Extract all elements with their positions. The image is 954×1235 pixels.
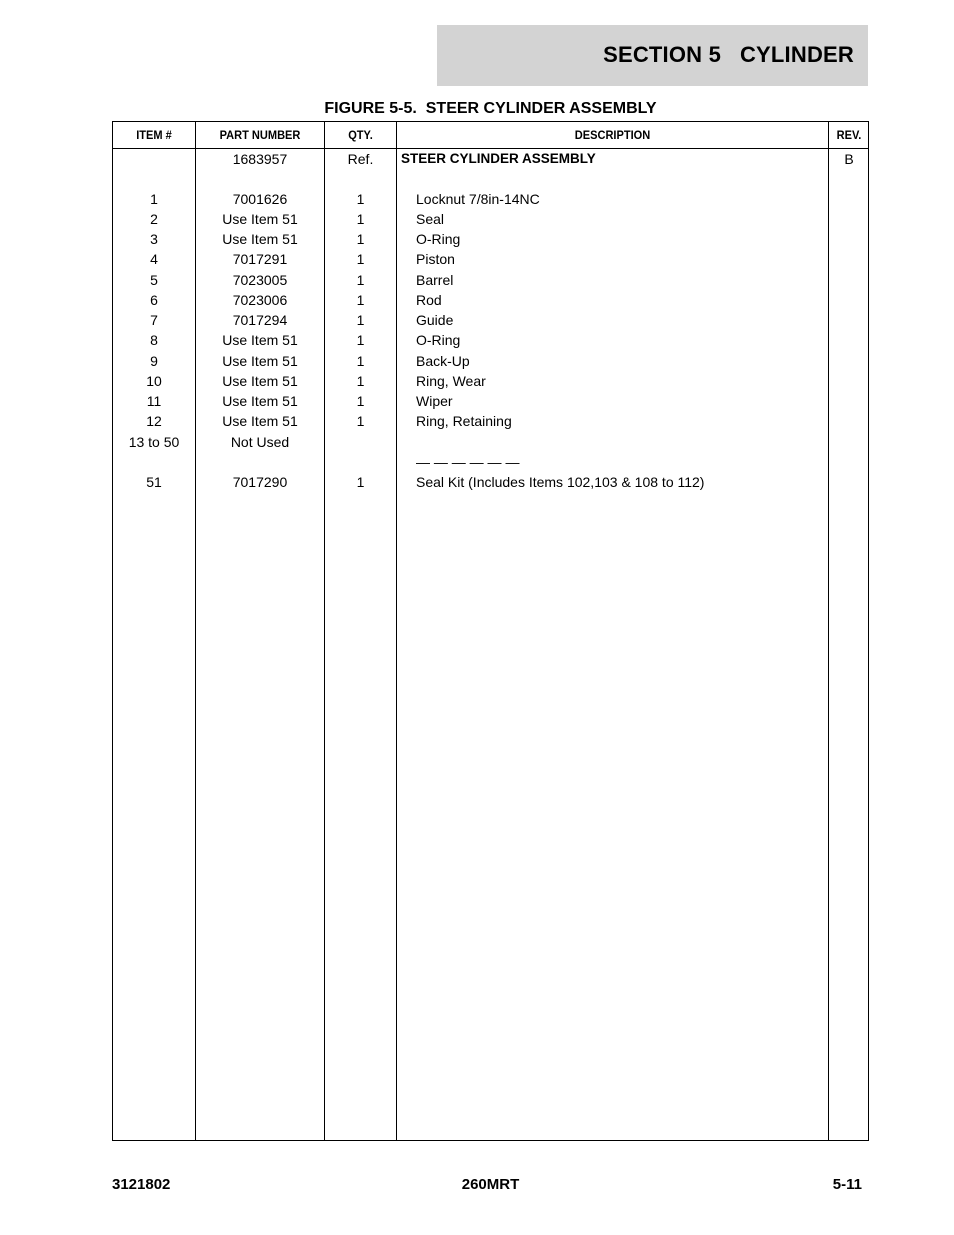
part-number-cell: 7017291 <box>232 251 288 267</box>
table-row <box>113 330 868 350</box>
part-number-cell: 1683957 <box>232 151 288 167</box>
table-row <box>113 391 868 411</box>
part-number-cell: Not Used <box>230 434 290 450</box>
header-rev: REV. <box>836 128 862 142</box>
qty-cell: 1 <box>356 292 365 308</box>
item-cell: 11 <box>146 393 162 409</box>
qty-cell: 1 <box>356 413 365 429</box>
part-number-cell: 7017294 <box>232 312 288 328</box>
qty-cell: 1 <box>356 393 365 409</box>
table-row <box>113 189 868 209</box>
item-cell: 5 <box>150 272 158 288</box>
item-cell: 2 <box>150 211 158 227</box>
qty-cell: 1 <box>356 272 365 288</box>
item-cell: 7 <box>150 312 158 328</box>
item-cell: 13 to 50 <box>128 434 180 450</box>
part-number-cell: Use Item 51 <box>222 211 298 227</box>
item-cell: 6 <box>150 292 158 308</box>
header-part-number: PART NUMBER <box>219 128 301 142</box>
table-row <box>113 149 868 169</box>
item-cell: 4 <box>150 251 158 267</box>
qty-cell: 1 <box>356 191 365 207</box>
part-number-cell: 7017290 <box>232 474 288 490</box>
description-cell: Barrel <box>416 272 454 288</box>
part-number-cell: Use Item 51 <box>222 393 298 409</box>
part-number-cell: Use Item 51 <box>222 231 298 247</box>
description-cell: Piston <box>416 251 455 267</box>
table-row <box>113 209 868 229</box>
section-title: SECTION 5 CYLINDER <box>603 42 854 67</box>
rev-cell: B <box>844 151 854 167</box>
qty-cell: 1 <box>356 231 365 247</box>
item-cell: 51 <box>146 474 162 490</box>
qty-cell: 1 <box>356 332 365 348</box>
description-cell: Seal Kit (Includes Items 102,103 & 108 to 112) <box>416 474 705 490</box>
description-cell: Locknut 7/8in-14NC <box>416 191 540 207</box>
parts-table <box>112 121 869 1141</box>
footer-page-number: 5-11 <box>832 1176 862 1193</box>
part-number-cell: Use Item 51 <box>222 373 298 389</box>
qty-cell: 1 <box>356 373 365 389</box>
header-description: DESCRIPTION <box>574 128 651 142</box>
table-row <box>113 290 868 310</box>
table-row <box>113 351 868 371</box>
description-cell: Ring, Retaining <box>416 413 512 429</box>
header-item: ITEM # <box>136 128 172 142</box>
part-number-cell: 7023005 <box>232 272 288 288</box>
description-cell: STEER CYLINDER ASSEMBLY <box>401 151 596 166</box>
description-cell: Rod <box>416 292 442 308</box>
table-row <box>113 411 868 431</box>
description-cell: Guide <box>416 312 454 328</box>
item-cell: 12 <box>146 413 162 429</box>
header-qty: QTY. <box>348 128 373 142</box>
description-cell: O-Ring <box>416 231 461 247</box>
qty-cell: 1 <box>356 474 365 490</box>
table-row <box>113 452 868 472</box>
qty-cell: Ref. <box>347 151 374 167</box>
section-banner <box>437 25 868 86</box>
part-number-cell: Use Item 51 <box>222 413 298 429</box>
description-cell: Wiper <box>416 393 453 409</box>
figure-title: FIGURE 5-5. STEER CYLINDER ASSEMBLY <box>324 100 657 117</box>
item-cell: 1 <box>150 191 158 207</box>
description-cell: — — — — — — <box>416 454 520 470</box>
table-row <box>113 249 868 269</box>
part-number-cell: Use Item 51 <box>222 353 298 369</box>
table-row <box>113 310 868 330</box>
qty-cell: 1 <box>356 353 365 369</box>
description-cell: Ring, Wear <box>416 373 486 389</box>
table-row <box>113 270 868 290</box>
description-cell: Seal <box>416 211 445 227</box>
qty-cell: 1 <box>356 251 365 267</box>
qty-cell: 1 <box>356 312 365 328</box>
table-row <box>113 472 868 492</box>
footer-model: 260MRT <box>461 1176 520 1193</box>
footer-doc-number: 3121802 <box>112 1176 171 1193</box>
qty-cell: 1 <box>356 211 365 227</box>
item-cell: 8 <box>150 332 158 348</box>
item-cell: 9 <box>150 353 158 369</box>
part-number-cell: 7001626 <box>232 191 288 207</box>
description-cell: Back-Up <box>416 353 470 369</box>
table-row <box>113 432 868 452</box>
description-cell: O-Ring <box>416 332 461 348</box>
item-cell: 10 <box>146 373 162 389</box>
table-row <box>113 229 868 249</box>
table-row <box>113 371 868 391</box>
item-cell: 3 <box>150 231 158 247</box>
part-number-cell: Use Item 51 <box>222 332 298 348</box>
part-number-cell: 7023006 <box>232 292 288 308</box>
